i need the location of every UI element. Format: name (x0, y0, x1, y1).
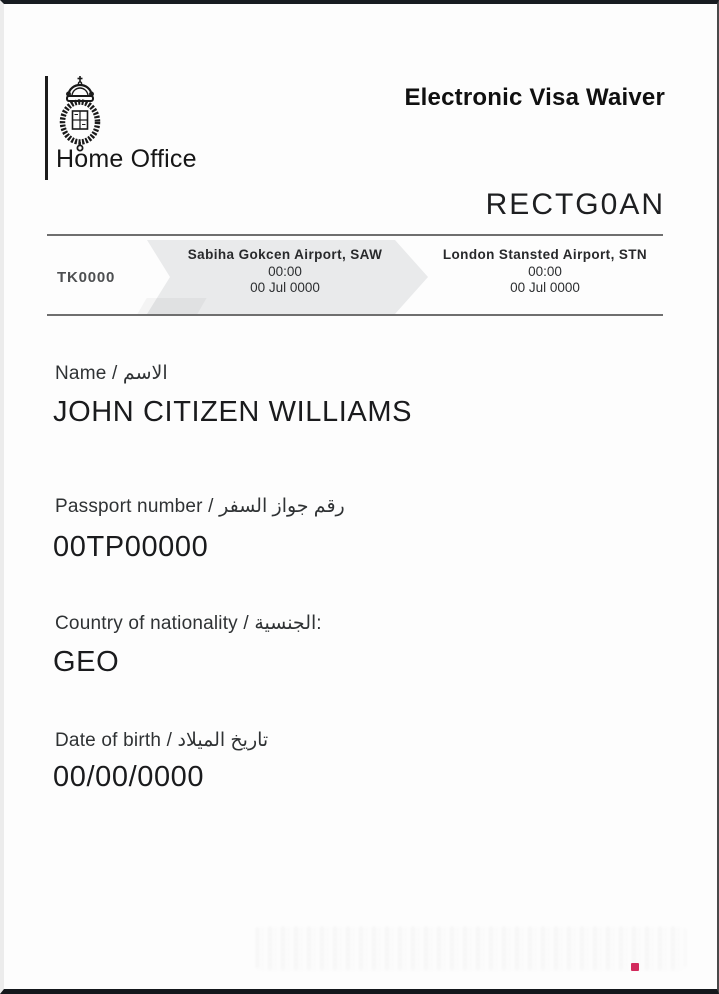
flight-number: TK0000 (57, 268, 116, 286)
arrival-info (427, 247, 663, 297)
logo-vertical-bar (45, 76, 48, 180)
departure-airport-text: Sabiha Gokcen Airport, SAW (187, 247, 383, 262)
arrival-date: 00 Jul 0000 (510, 280, 580, 295)
departure-airport (160, 247, 410, 264)
divider-bottom (47, 314, 663, 316)
arrival-airport: London Stansted Airport, STN (442, 247, 648, 262)
divider-top (47, 234, 663, 236)
departure-date: 00 Jul 0000 (250, 280, 320, 295)
name-value: JOHN CITIZEN WILLIAMS (53, 396, 413, 428)
departure-time: 00:00 (268, 263, 302, 279)
royal-crest-icon (56, 74, 104, 152)
pink-accent-dot (631, 963, 639, 971)
scan-artifact (137, 298, 206, 314)
document-title: Electronic Visa Waiver (404, 84, 665, 111)
home-office-logo-text: Home Office (56, 145, 197, 173)
arrival-time: 00:00 (528, 263, 562, 279)
nationality-value: GEO (53, 646, 120, 678)
date-of-birth-label: Date of birth / تاريخ الميلاد (55, 730, 269, 751)
passport-number-label: Passport number / رقم جواز السفر (55, 496, 345, 517)
nationality-label: Country of nationality / الجنسية: (55, 613, 322, 634)
passport-number-value: 00TP00000 (53, 531, 209, 563)
departure-info (160, 247, 410, 297)
ghost-watermark (256, 926, 686, 970)
reference-number: RECTG0AN (485, 188, 665, 221)
name-label: Name / الاسم (55, 363, 168, 384)
date-of-birth-value: 00/00/0000 (53, 761, 205, 793)
flight-strip (47, 240, 663, 314)
